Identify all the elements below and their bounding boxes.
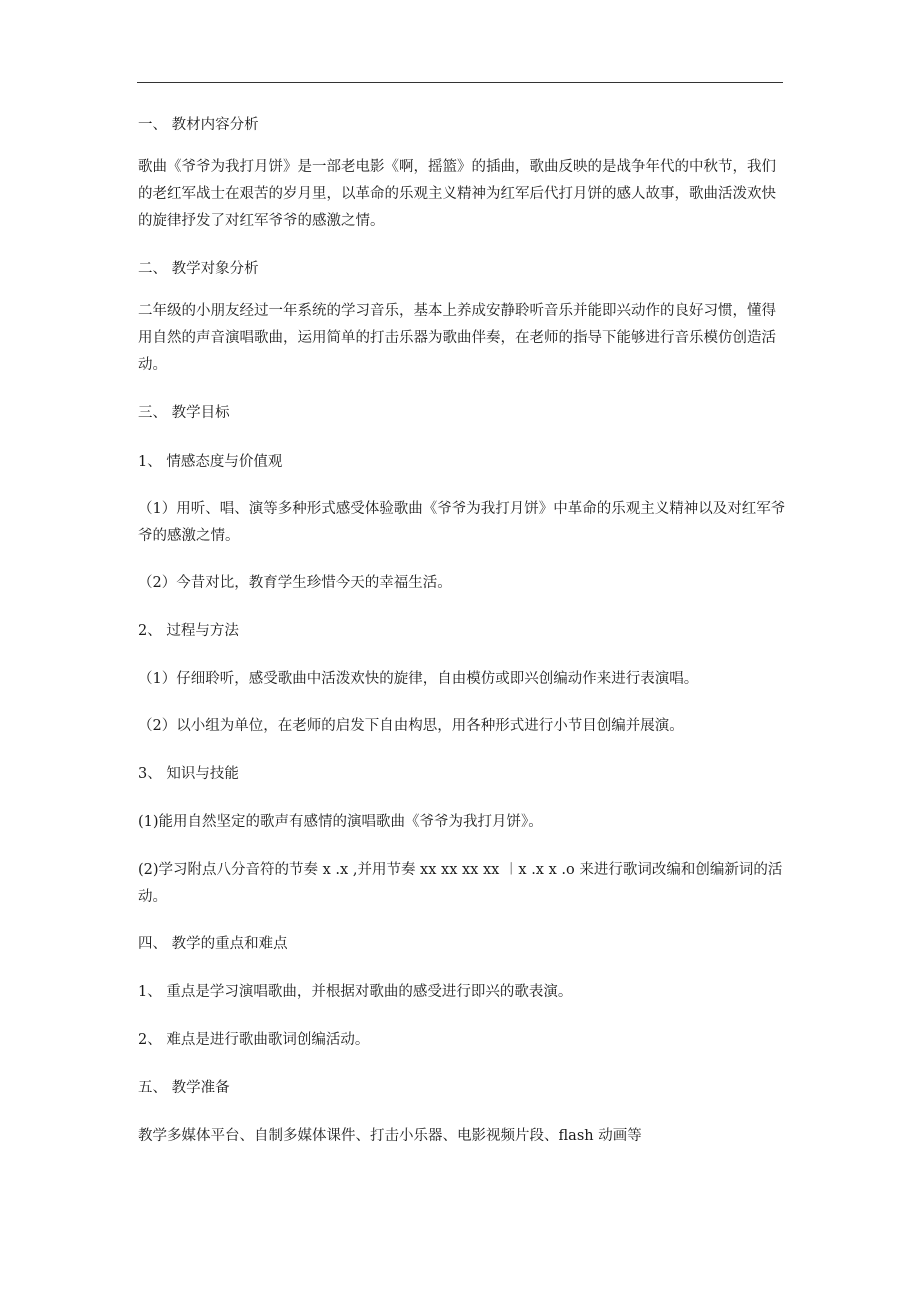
subheading-skills: 3、 知识与技能 (138, 766, 239, 782)
section-heading-4: 四、 教学的重点和难点 (138, 936, 288, 952)
paragraph-attitude-1: （1）用听、唱、演等多种形式感受体验歌曲《爷爷为我打月饼》中革命的乐观主义精神以及对红军爷爷的感激之情。 (138, 501, 786, 544)
paragraph-key-point: 1、 重点是学习演唱歌曲，并根据对歌曲的感受进行即兴的歌表演。 (138, 984, 573, 1000)
section-heading-5: 五、 教学准备 (138, 1080, 230, 1096)
section-heading-2: 二、 教学对象分析 (138, 261, 259, 277)
paragraph-content-analysis: 歌曲《爷爷为我打月饼》是一部老电影《啊，摇篮》的插曲，歌曲反映的是战争年代的中秋节，我们的老红军战士在艰苦的岁月里，以革命的乐观主义精神为红军后代打月饼的感人故事，歌曲活泼欢快的旋律抒发了对红军爷爷的感激之情。 (138, 159, 776, 229)
paragraph-skills-2: (2)学习附点八分音符的节奏 x .x ,并用节奏 xx xx xx xx ︱x .x x .o 来进行歌词改编和创编新词的活动。 (138, 862, 783, 905)
header-rule (137, 82, 783, 83)
section-heading-3: 三、 教学目标 (138, 405, 230, 421)
paragraph-difficulty: 2、 难点是进行歌曲歌词创编活动。 (138, 1032, 370, 1048)
paragraph-skills-1: (1)能用自然坚定的歌声有感情的演唱歌曲《爷爷为我打月饼》。 (138, 814, 543, 830)
subheading-attitude: 1、 情感态度与价值观 (138, 454, 283, 470)
paragraph-process-2: （2）以小组为单位，在老师的启发下自由构思，用各种形式进行小节目创编并展演。 (138, 718, 684, 734)
paragraph-preparation: 教学多媒体平台、自制多媒体课件、打击小乐器、电影视频片段、flash 动画等 (138, 1128, 642, 1144)
paragraph-attitude-2: （2）今昔对比，教育学生珍惜今天的幸福生活。 (138, 575, 452, 591)
paragraph-process-1: （1）仔细聆听，感受歌曲中活泼欢快的旋律，自由模仿或即兴创编动作来进行表演唱。 (138, 671, 699, 687)
section-heading-1: 一、 教材内容分析 (138, 117, 259, 133)
subheading-process: 2、 过程与方法 (138, 623, 239, 639)
paragraph-audience-analysis: 二年级的小朋友经过一年系统的学习音乐，基本上养成安静聆听音乐并能即兴动作的良好习惯，懂得用自然的声音演唱歌曲，运用简单的打击乐器为歌曲伴奏，在老师的指导下能够进行音乐模仿创造活动。 (138, 303, 776, 373)
